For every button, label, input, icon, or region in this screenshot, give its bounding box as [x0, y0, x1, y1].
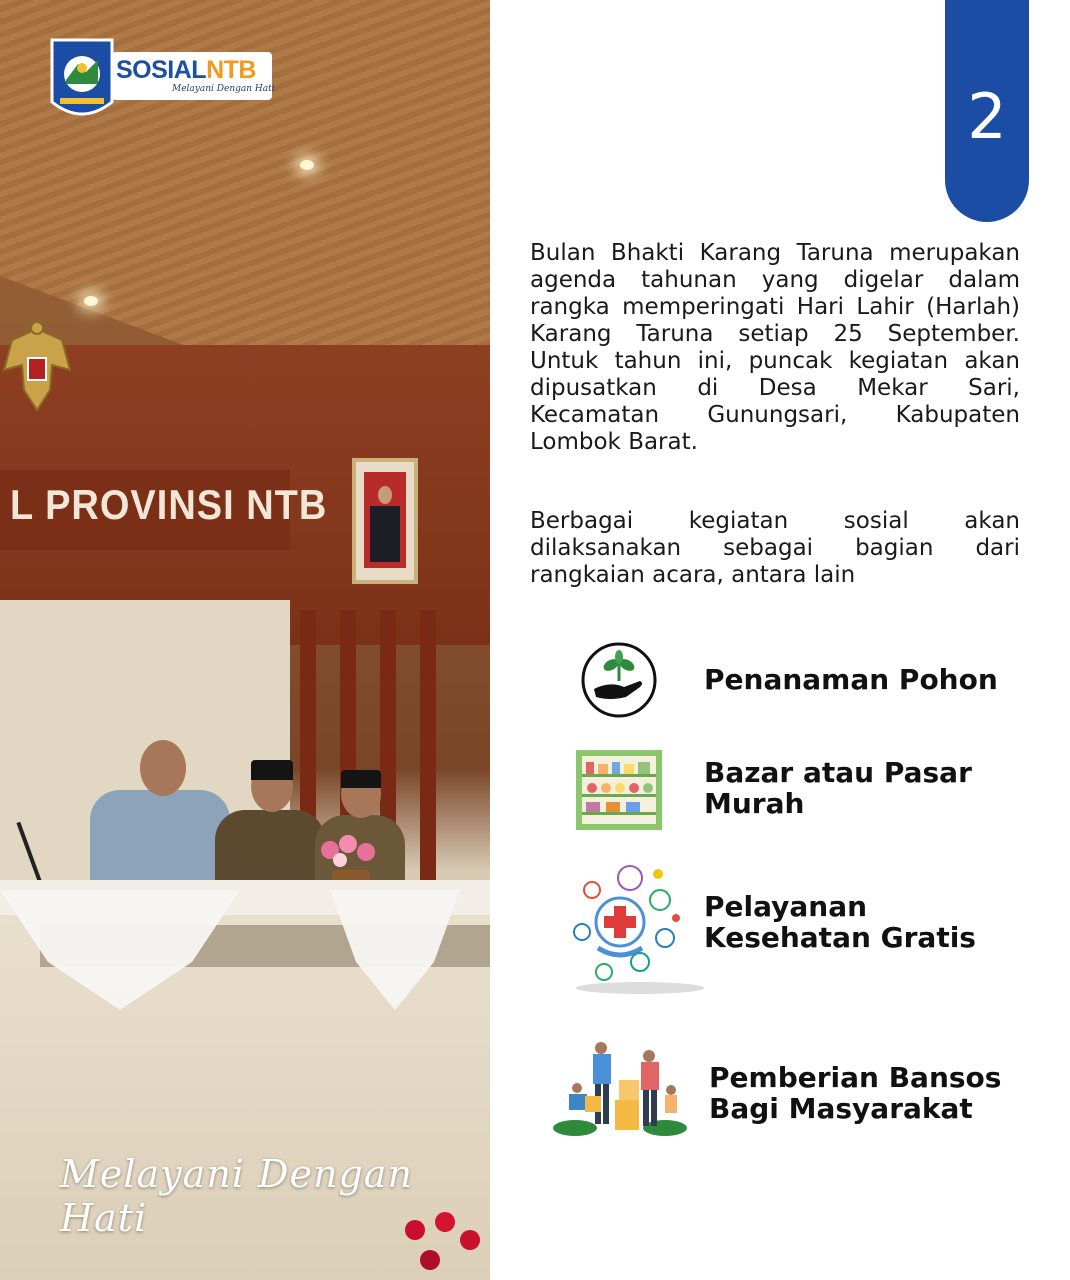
event-photo	[0, 0, 490, 1280]
garuda-emblem-icon	[2, 310, 72, 420]
logo-sosial-text: SOSIAL	[116, 56, 207, 84]
president-portrait	[352, 458, 418, 584]
activity-label-bazaar: Bazar atau Pasar Murah	[704, 756, 972, 820]
hand-plant-icon	[580, 641, 658, 719]
activities-intro-paragraph: Berbagai kegiatan sosial akan dilaksanakan sebagai bagian dari rangkaian acara, antara lain	[530, 508, 1020, 588]
market-shelf-icon	[574, 748, 664, 832]
health-service-icon	[570, 862, 710, 998]
photo-tagline: Melayani Dengan Hati	[60, 1152, 413, 1240]
logo-ntb-text: NTB	[206, 56, 256, 84]
sosial-ntb-logo	[116, 56, 256, 85]
ntb-province-shield-icon	[50, 38, 114, 126]
intro-paragraph: Bulan Bhakti Karang Taruna merupakan agenda tahunan yang digelar dalam rangka memperingati Hari Lahir (Harlah) Karang Taruna setiap 25 September. Untuk tahun ini, puncak kegiatan akan dipusatkan di Desa Mekar Sari, Kecamatan Gunungsari, Kabupaten Lombok Barat.	[530, 240, 1020, 455]
ceiling-light	[300, 160, 314, 170]
activity-label-tree-planting: Penanaman Pohon	[704, 663, 998, 696]
activity-label-health-service: Pelayanan Kesehatan Gratis	[704, 890, 976, 954]
activity-label-social-aid: Pemberian Bansos Bagi Masyarakat	[709, 1061, 1002, 1125]
wall-sign-text: L PROVINSI NTB	[10, 482, 328, 530]
page-number: 2	[967, 80, 1007, 153]
logo-tagline: Melayani Dengan Hati	[172, 84, 275, 94]
wall-pillar	[420, 610, 436, 890]
aid-distribution-icon	[545, 1040, 695, 1140]
ceiling-light	[84, 296, 98, 306]
